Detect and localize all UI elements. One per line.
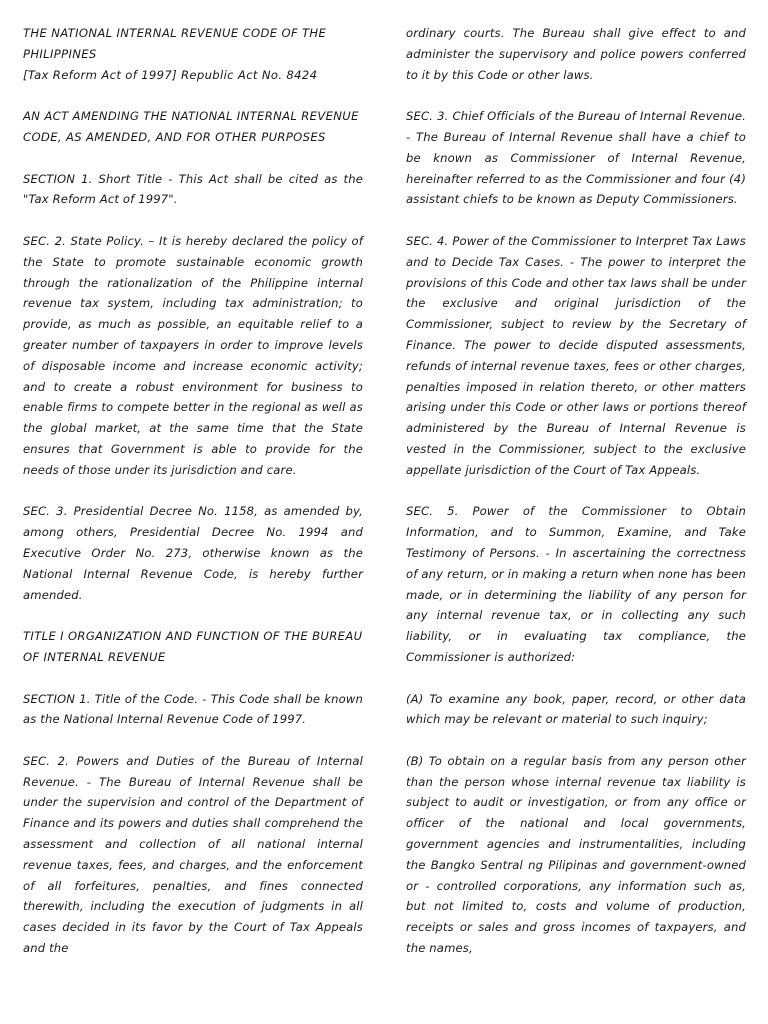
document-title <box>23 23 363 85</box>
paragraph <box>406 751 746 959</box>
paragraph <box>23 231 363 481</box>
title-heading-text: TITLE I ORGANIZATION AND FUNCTION OF THE BUREAU OF INTERNAL REVENUE <box>23 629 363 664</box>
paragraph <box>406 501 746 667</box>
paragraph <box>406 231 746 481</box>
title-line: THE NATIONAL INTERNAL REVENUE CODE OF THE PHILIPPINES <box>23 26 327 61</box>
paragraph-text: ordinary courts. The Bureau shall give effect to and administer the supervisory and police powers conferred to it by this Code or other laws. <box>406 26 746 82</box>
subtitle-line: [Tax Reform Act of 1997] Republic Act No. 8424 <box>23 67 318 82</box>
paragraph-text: SECTION 1. Title of the Code. - This Code shall be known as the National Internal Revenue Code of 1997. <box>23 691 363 727</box>
right-column <box>406 23 746 980</box>
act-heading <box>23 106 363 148</box>
left-column <box>23 23 363 980</box>
paragraph-text: SECTION 1. Short Title - This Act shall be cited as the "Tax Reform Act of 1997". <box>23 171 363 207</box>
title-heading <box>23 626 363 668</box>
paragraph-text: SEC. 5. Power of the Commissioner to Obtain Information, and to Summon, Examine, and Take Testimony of Persons. - In ascertaining the correctness of any return, or in making a return when none has been made, or in determining the liability of any person for any internal revenue tax, or in collecting any such liability, or in evaluating tax compliance, the Commissioner is authorized: <box>406 504 746 664</box>
paragraph <box>23 751 363 959</box>
paragraph-text: SEC. 3. Chief Officials of the Bureau of Internal Revenue. - The Bureau of Internal Revenue shall have a chief to be known as Commissioner of Internal Revenue, hereinafter referred to as the Commissioner and four (4) assistant chiefs to be known as Deputy Commissioners. <box>406 109 746 207</box>
paragraph <box>23 169 363 211</box>
paragraph-text: SEC. 3. Presidential Decree No. 1158, as amended by, among others, Presidential Decree No. 1994 and Executive Order No. 273, otherwise known as the National Internal Revenue Code, is hereby further amended. <box>23 504 363 602</box>
paragraph <box>406 689 746 731</box>
paragraph-text: SEC. 2. Powers and Duties of the Bureau of Internal Revenue. - The Bureau of Internal Revenue shall be under the supervision and control of the Department of Finance and its powers and duties shall comprehend the assessment and collection of all national internal revenue taxes, fees, and charges, and the enforcement of all forfeitures, penalties, and fines connected therewith, including the execution of judgments in all cases decided in its favor by the Court of Tax Appeals and the <box>23 753 363 956</box>
paragraph-text: SEC. 4. Power of the Commissioner to Interpret Tax Laws and to Decide Tax Cases. - The power to interpret the provisions of this Code and other tax laws shall be under the exclusive and original jurisdiction of the Commissioner, subject to review by the Secretary of Finance. The power to decide disputed assessments, refunds of internal revenue taxes, fees or other charges, penalties imposed in relation thereto, or other matters arising under this Code or other laws or portions thereof administered by the Bureau of Internal Revenue is vested in the Commissioner, subject to the exclusive appellate jurisdiction of the Court of Tax Appeals. <box>406 233 746 477</box>
paragraph <box>406 23 746 85</box>
act-heading-text: AN ACT AMENDING THE NATIONAL INTERNAL REVENUE CODE, AS AMENDED, AND FOR OTHER PURPOSES <box>23 109 359 144</box>
paragraph <box>406 106 746 210</box>
paragraph <box>23 689 363 731</box>
paragraph-text: (A) To examine any book, paper, record, or other data which may be relevant or material to such inquiry; <box>406 691 746 727</box>
paragraph <box>23 501 363 605</box>
paragraph-text: (B) To obtain on a regular basis from any person other than the person whose internal revenue tax liability is subject to audit or investigation, or from any office or officer of the national and local governments, government agencies and instrumentalities, including the Bangko Sentral ng Pilipinas and government-owned or - controlled corporations, any information such as, but not limited to, costs and volume of production, receipts or sales and gross incomes of taxpayers, and the names, <box>406 753 746 956</box>
paragraph-text: SEC. 2. State Policy. – It is hereby declared the policy of the State to promote sustainable economic growth through the rationalization of the Philippine internal revenue tax system, including tax administration; to provide, as much as possible, an equitable relief to a greater number of taxpayers in order to improve levels of disposable income and increase economic activity; and to create a robust environment for business to enable firms to compete better in the regional as well as the global market, at the same time that the State ensures that Government is able to provide for the needs of those under its jurisdiction and care. <box>23 233 363 477</box>
